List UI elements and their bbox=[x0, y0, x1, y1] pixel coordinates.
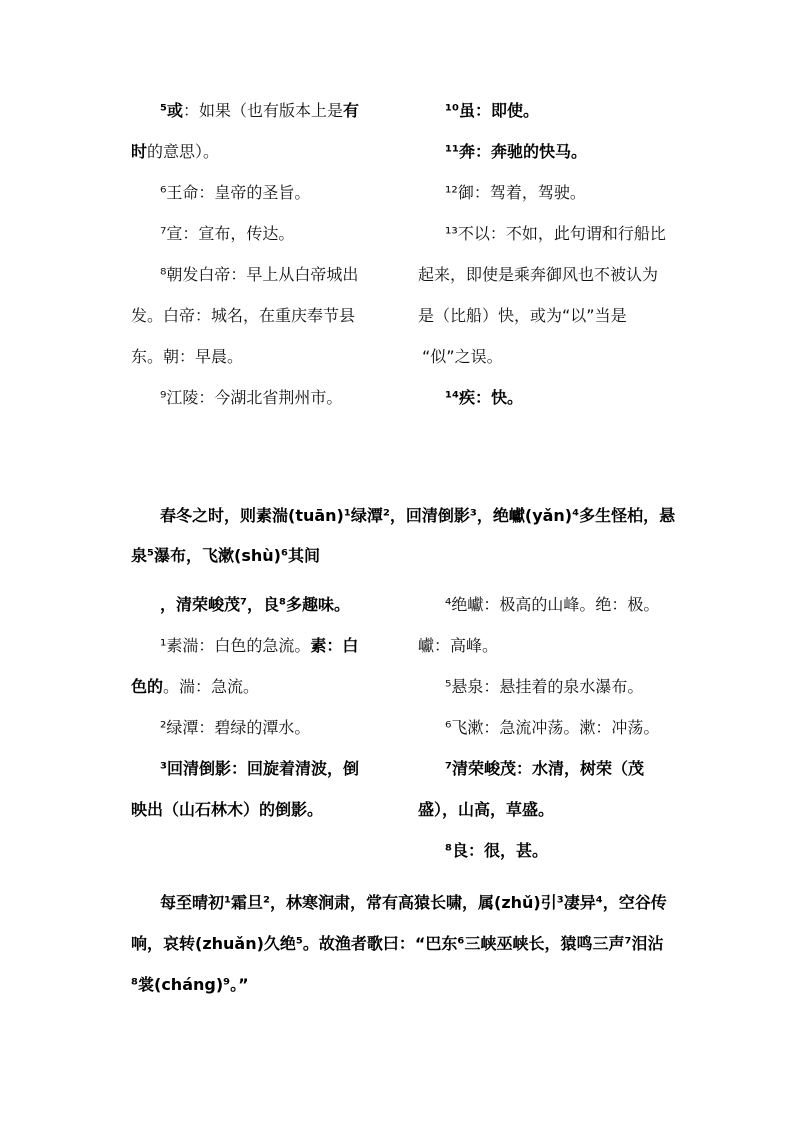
note-text: ：如果（也有版本上是 bbox=[183, 101, 344, 120]
notes-1-right-column bbox=[418, 90, 688, 418]
note-text: ¹³不以：不如，此句谓和行船比 bbox=[445, 224, 666, 243]
note-text: ¹素湍：白色的急流。 bbox=[160, 636, 311, 655]
note-line bbox=[131, 789, 381, 830]
paragraph-line: 春冬之时，则素湍(tuān)¹绿潭²，回清倒影³，绝巘(yǎn)⁴多生怪柏，悬 bbox=[160, 506, 676, 525]
note-line bbox=[418, 707, 688, 748]
note-line bbox=[131, 213, 381, 254]
note-line bbox=[418, 131, 688, 172]
note-line bbox=[418, 90, 688, 131]
note-text: 的意思）。 bbox=[147, 142, 220, 161]
note-text: ³回清倒影：回旋着清波，倒 bbox=[160, 759, 360, 778]
note-text: ¹²御：驾着，驾驶。 bbox=[445, 183, 586, 202]
paragraph-line bbox=[131, 584, 381, 625]
note-text: 色的 bbox=[131, 677, 164, 696]
note-line bbox=[418, 172, 688, 213]
note-text: 时 bbox=[131, 142, 148, 161]
note-text: ⁶王命：皇帝的圣旨。 bbox=[160, 183, 311, 202]
note-line bbox=[418, 377, 688, 418]
notes-2-right-column bbox=[418, 584, 688, 871]
note-text: “似”之误。 bbox=[422, 347, 503, 366]
paragraph-line: ⁸裳(cháng)⁹。” bbox=[131, 975, 249, 994]
note-text: 起来，即使是乘奔御风也不被认为 bbox=[418, 265, 659, 284]
note-text: ⁷清荣峻茂：水清，树荣（茂 bbox=[445, 759, 645, 778]
note-term: ⁵或 bbox=[160, 101, 184, 120]
note-text: 有 bbox=[343, 101, 360, 120]
note-line bbox=[418, 336, 688, 377]
note-text: 巘：高峰。 bbox=[418, 636, 499, 655]
note-line bbox=[418, 789, 688, 830]
note-text: 盛），山高，草盛。 bbox=[418, 800, 555, 819]
note-text: ⁸良：很，甚。 bbox=[445, 841, 549, 860]
note-text: ⁵悬泉：悬挂着的泉水瀑布。 bbox=[445, 677, 644, 696]
paragraph-line: 泉⁵瀑布，飞漱(shù)⁶其间 bbox=[131, 546, 320, 565]
note-text: ⁴绝巘：极高的山峰。绝：极。 bbox=[445, 595, 660, 614]
paragraph-text: ，清荣峻茂⁷，良⁸多趣味。 bbox=[160, 595, 351, 614]
note-text: 。湍：急流。 bbox=[163, 677, 260, 696]
note-line bbox=[131, 625, 381, 666]
note-line bbox=[131, 707, 381, 748]
note-text: 是（比船）快，或为“以”当是 bbox=[418, 306, 627, 325]
note-line bbox=[131, 336, 381, 377]
note-line bbox=[131, 377, 381, 418]
notes-2-left-column bbox=[131, 584, 381, 830]
note-line bbox=[131, 254, 381, 295]
note-line bbox=[131, 90, 381, 131]
note-text: 东。朝：早晨。 bbox=[131, 347, 244, 366]
note-line bbox=[418, 295, 688, 336]
note-text: 映出（山石林木）的倒影。 bbox=[131, 800, 324, 819]
note-line bbox=[418, 748, 688, 789]
paragraph-line: 每至晴初¹霜旦²，林寒涧肃，常有高猿长啸，属(zhǔ)引³凄异⁴，空谷传 bbox=[160, 893, 667, 912]
note-text: ¹¹奔：奔驰的快马。 bbox=[445, 142, 588, 161]
note-line bbox=[418, 254, 688, 295]
note-text: ⁷宣：宣布，传达。 bbox=[160, 224, 295, 243]
note-line bbox=[418, 666, 688, 707]
note-line bbox=[418, 213, 688, 254]
note-text: ²绿潭：碧绿的潭水。 bbox=[160, 718, 311, 737]
note-line bbox=[131, 295, 381, 336]
note-text: ⁸朝发白帝：早上从白帝城出 bbox=[160, 265, 359, 284]
note-line bbox=[131, 172, 381, 213]
note-text: 素：白 bbox=[310, 636, 359, 655]
paragraph-2 bbox=[131, 496, 691, 576]
note-line bbox=[418, 830, 688, 871]
note-text: ¹⁴疾：快。 bbox=[445, 388, 524, 407]
note-line bbox=[131, 666, 381, 707]
note-line bbox=[418, 584, 688, 625]
note-text: ¹⁰虽：即使。 bbox=[445, 101, 540, 120]
note-line bbox=[131, 131, 381, 172]
note-line bbox=[131, 748, 381, 789]
note-text: ⁶飞漱：急流冲荡。漱：冲荡。 bbox=[445, 718, 660, 737]
note-line bbox=[418, 625, 688, 666]
paragraph-3 bbox=[131, 882, 691, 1005]
paragraph-line: 响，哀转(zhuǎn)久绝⁵。故渔者歌曰：“巴东⁶三峡巫峡长，猿鸣三声⁷泪沾 bbox=[131, 934, 664, 953]
note-text: 发。白帝：城名，在重庆奉节县 bbox=[131, 306, 356, 325]
note-text: ⁹江陵：今湖北省荆州市。 bbox=[160, 388, 343, 407]
notes-1-left-column bbox=[131, 90, 381, 418]
